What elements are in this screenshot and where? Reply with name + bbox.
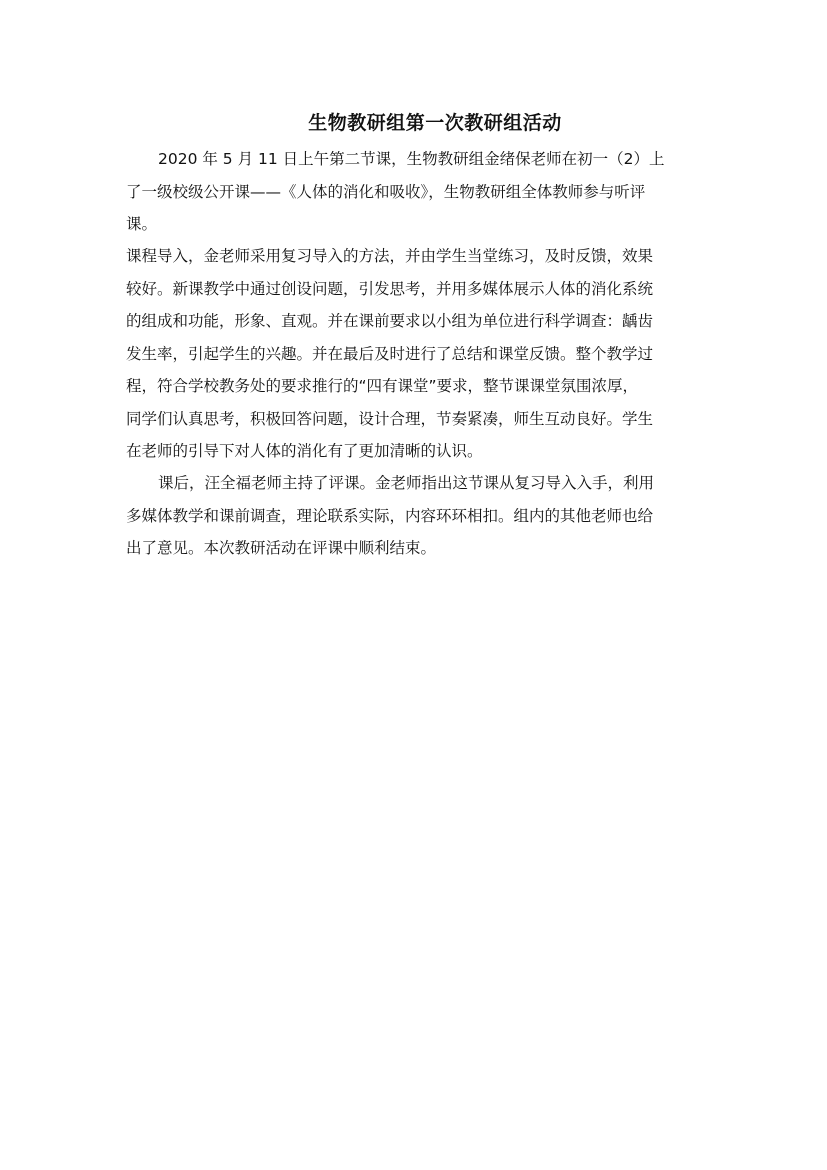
paragraph-2-line-6: 同学们认真思考，积极回答问题，设计合理，节奏紧凑，师生互动良好。学生 xyxy=(126,410,654,428)
document-title: 生物教研组第一次教研组活动 xyxy=(308,112,562,134)
paragraph-1-line-3: 课。 xyxy=(126,215,158,233)
paragraph-3-line-1: 课后，汪全福老师主持了评课。金老师指出这节课从复习导入入手，利用 xyxy=(158,474,655,492)
paragraph-2-line-4: 发生率，引起学生的兴趣。并在最后及时进行了总结和课堂反馈。整个教学过 xyxy=(126,345,654,363)
paragraph-3-line-3: 出了意见。本次教研活动在评课中顺利结束。 xyxy=(126,539,437,557)
paragraph-2-line-3: 的组成和功能，形象、直观。并在课前要求以小组为单位进行科学调查：龋齿 xyxy=(126,312,654,330)
paragraph-2-line-5: 程，符合学校教务处的要求推行的“四有课堂”要求，整节课课堂氛围浓厚， xyxy=(126,377,639,395)
paragraph-2-line-7: 在老师的引导下对人体的消化有了更加清晰的认识。 xyxy=(126,442,483,460)
paragraph-3-line-2: 多媒体教学和课前调查，理论联系实际，内容环环相扣。组内的其他老师也给 xyxy=(126,507,654,525)
paragraph-2-line-2: 较好。新课教学中通过创设问题，引发思考，并用多媒体展示人体的消化系统 xyxy=(126,280,654,298)
paragraph-2-line-1: 课程导入，金老师采用复习导入的方法，并由学生当堂练习，及时反馈，效果 xyxy=(126,247,654,265)
paragraph-1-line-1: 2020 年 5 月 11 日上午第二节课，生物教研组金绪保老师在初一（2）上 xyxy=(158,150,665,168)
paragraph-1-line-2: 了一级校级公开课——《人体的消化和吸收》，生物教研组全体教师参与听评 xyxy=(126,183,646,201)
